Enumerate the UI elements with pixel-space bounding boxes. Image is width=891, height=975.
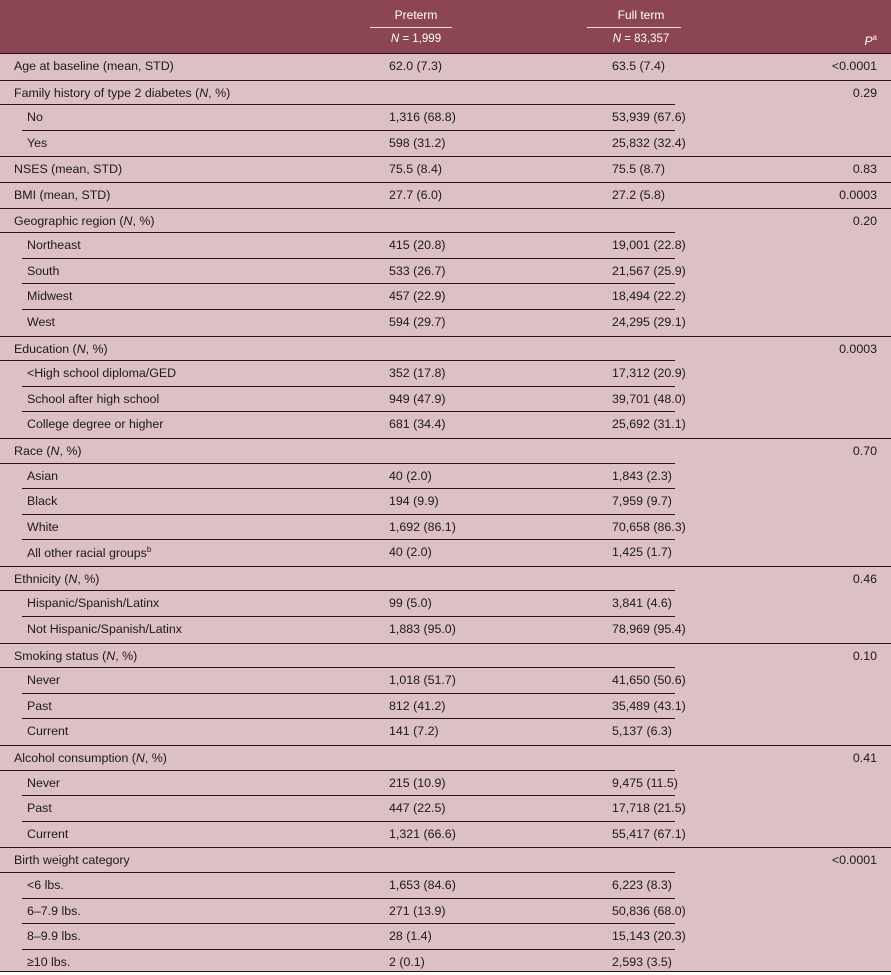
fullterm-value: 70,658 (86.3) (612, 519, 686, 534)
table-row-category (0, 515, 891, 541)
table-row-category (0, 796, 891, 822)
table-row-category (0, 412, 891, 438)
table-row-variable (0, 80, 891, 106)
row-label: Past (27, 801, 52, 816)
fullterm-value: 39,701 (48.0) (612, 391, 686, 406)
row-label: 8–9.9 lbs. (27, 929, 81, 944)
row-label: White (27, 519, 59, 534)
table-row-category (0, 259, 891, 285)
row-label: Age at baseline (mean, STD) (14, 59, 174, 73)
preterm-header-rule (370, 27, 452, 28)
fullterm-value: 75.5 (8.7) (612, 162, 666, 177)
fullterm-value: 25,832 (32.4) (612, 135, 686, 150)
preterm-value: 75.5 (8.4) (389, 162, 443, 177)
fullterm-value: 25,692 (31.1) (612, 417, 686, 432)
preterm-value: 949 (47.9) (389, 391, 446, 406)
table-row-category (0, 924, 891, 950)
row-label: Ethnicity (N, %) (14, 571, 100, 586)
p-value: 0.70 (852, 443, 877, 458)
table-row-category (0, 873, 891, 899)
fullterm-value: 63.5 (7.4) (612, 59, 666, 73)
p-footnote-mark: a (872, 33, 877, 42)
fullterm-value: 55,417 (67.1) (612, 826, 686, 841)
row-label: Not Hispanic/Spanish/Latinx (27, 622, 182, 637)
row-label: All other racial groups$^b$ (27, 545, 152, 561)
table-row-category (0, 719, 891, 745)
preterm-n: N = 1,999 (390, 33, 442, 45)
row-label: Hispanic/Spanish/Latinx (27, 596, 160, 611)
row-label: <High school diploma/GED (27, 366, 177, 381)
row-label: Black (27, 494, 58, 509)
fullterm-value: 15,143 (20.3) (612, 929, 686, 944)
row-label: West (27, 314, 55, 329)
fullterm-value: 78,969 (95.4) (612, 622, 686, 637)
fullterm-value: 7,959 (9.7) (612, 494, 672, 509)
row-label: School after high school (27, 391, 160, 406)
table-row-variable (0, 745, 891, 771)
p-value: 0.0003 (839, 187, 877, 202)
table-row-variable (0, 847, 891, 873)
table-row-category (0, 899, 891, 925)
row-label: No (27, 110, 43, 125)
preterm-value: 40 (2.0) (389, 545, 432, 560)
preterm-value: 27.7 (6.0) (389, 187, 443, 202)
preterm-value: 1,316 (68.8) (389, 110, 456, 125)
row-label: Birth weight category (14, 853, 130, 868)
fullterm-value: 18,494 (22.2) (612, 289, 686, 304)
table-row-category (0, 464, 891, 490)
row-label: Smoking status (N, %) (14, 648, 138, 663)
table-row-category (0, 694, 891, 720)
table-row-category (0, 233, 891, 259)
table-row-variable (0, 208, 891, 234)
fullterm-value: 5,137 (6.3) (612, 724, 672, 739)
fullterm-value: 41,650 (50.6) (612, 673, 686, 688)
p-value: 0.46 (852, 571, 877, 586)
table-row-variable (0, 54, 891, 80)
p-value: 0.83 (852, 162, 877, 177)
preterm-value: 533 (26.7) (389, 263, 446, 278)
preterm-value: 812 (41.2) (389, 698, 446, 713)
preterm-value: 415 (20.8) (389, 238, 446, 253)
table-row-category (0, 489, 891, 515)
row-label: South (27, 263, 60, 278)
preterm-value: 447 (22.5) (389, 801, 446, 816)
preterm-value: 62.0 (7.3) (389, 59, 443, 73)
preterm-value: 457 (22.9) (389, 289, 446, 304)
preterm-value: 271 (13.9) (389, 903, 446, 918)
fullterm-value: 50,836 (68.0) (612, 903, 686, 918)
row-label: ≥10 lbs. (27, 954, 71, 969)
preterm-value: 40 (2.0) (389, 468, 432, 483)
table-row-category (0, 361, 891, 387)
preterm-value: 1,692 (86.1) (389, 519, 456, 534)
fullterm-value: 27.2 (5.8) (612, 187, 666, 202)
fullterm-value: 24,295 (29.1) (612, 314, 686, 329)
row-label: Never (27, 673, 61, 688)
fullterm-value: 35,489 (43.1) (612, 698, 686, 713)
fullterm-value: 2,593 (3.5) (612, 954, 672, 969)
row-label: Geographic region (N, %) (14, 213, 155, 228)
table-row-category (0, 668, 891, 694)
row-label: 6–7.9 lbs. (27, 903, 81, 918)
row-label: NSES (mean, STD) (14, 162, 123, 177)
preterm-value: 681 (34.4) (389, 417, 446, 432)
preterm-value: 598 (31.2) (389, 135, 446, 150)
table-row-variable (0, 643, 891, 669)
table-row-variable (0, 438, 891, 464)
preterm-value: 594 (29.7) (389, 314, 446, 329)
table-row-category (0, 105, 891, 131)
table-row-variable (0, 156, 891, 182)
row-label: Education (N, %) (14, 341, 108, 356)
row-label: BMI (mean, STD) (14, 187, 111, 202)
fullterm-value: 17,718 (21.5) (612, 801, 686, 816)
fullterm-value: 19,001 (22.8) (612, 238, 686, 253)
table-row-category (0, 617, 891, 643)
preterm-value: 352 (17.8) (389, 366, 446, 381)
p-value: 0.0003 (839, 341, 877, 356)
preterm-value: 141 (7.2) (389, 724, 439, 739)
table-row-category (0, 540, 891, 566)
fullterm-value: 9,475 (11.5) (612, 775, 678, 790)
p-value: 0.41 (852, 751, 877, 766)
p-value: 0.29 (852, 85, 877, 100)
fullterm-header-rule (587, 27, 681, 28)
p-label: P (864, 34, 873, 48)
row-label: Family history of type 2 diabetes (N, %) (14, 85, 231, 100)
table-row-category (0, 822, 891, 848)
table-row-category (0, 284, 891, 310)
preterm-value: 2 (0.1) (389, 954, 425, 969)
preterm-value: 1,321 (66.6) (389, 826, 456, 841)
table-header (0, 0, 891, 54)
preterm-value: 28 (1.4) (389, 929, 432, 944)
fullterm-value: 1,425 (1.7) (612, 545, 672, 560)
row-label: Never (27, 775, 61, 790)
table-row-variable (0, 566, 891, 592)
row-label: <6 lbs. (27, 878, 64, 892)
p-value-header (865, 33, 877, 48)
row-label: Past (27, 698, 52, 713)
fullterm-value: 17,312 (20.9) (612, 366, 686, 381)
table-body (0, 54, 891, 975)
table-row-category (0, 591, 891, 617)
footnote-mark: b (146, 545, 152, 555)
row-label: Current (27, 724, 69, 739)
preterm-label: Preterm (394, 8, 438, 22)
fullterm-value: 53,939 (67.6) (612, 110, 686, 125)
fullterm-value: 21,567 (25.9) (612, 263, 686, 278)
fullterm-value: 6,223 (8.3) (612, 878, 672, 892)
row-label: Current (27, 826, 69, 841)
fullterm-label: Full term (617, 8, 665, 22)
p-value: 0.20 (852, 213, 877, 228)
table-row-variable (0, 336, 891, 362)
preterm-value: 99 (5.0) (389, 596, 432, 611)
table-row-variable (0, 182, 891, 208)
row-label: Alcohol consumption (N, %) (14, 751, 167, 766)
p-value: 0.10 (852, 648, 877, 663)
fullterm-value: 1,843 (2.3) (612, 468, 672, 483)
table-row-category (0, 387, 891, 413)
preterm-value: 1,653 (84.6) (389, 878, 456, 892)
row-label: Asian (27, 468, 58, 483)
fullterm-n: N = 83,357 (612, 33, 670, 45)
preterm-value: 194 (9.9) (389, 494, 439, 509)
preterm-value: 1,883 (95.0) (389, 622, 456, 637)
row-label: Yes (27, 135, 48, 150)
table-row-category (0, 131, 891, 157)
row-label: Midwest (27, 289, 73, 304)
row-label: Northeast (27, 238, 81, 253)
fullterm-value: 3,841 (4.6) (612, 596, 672, 611)
preterm-value: 1,018 (51.7) (389, 673, 456, 688)
table-row-category (0, 310, 891, 336)
p-value: <0.0001 (831, 853, 877, 868)
row-label: Race (N, %) (14, 443, 82, 458)
row-label: College degree or higher (27, 417, 164, 432)
preterm-value: 215 (10.9) (389, 775, 446, 790)
table-row-category (0, 771, 891, 797)
p-value: <0.0001 (831, 59, 877, 73)
